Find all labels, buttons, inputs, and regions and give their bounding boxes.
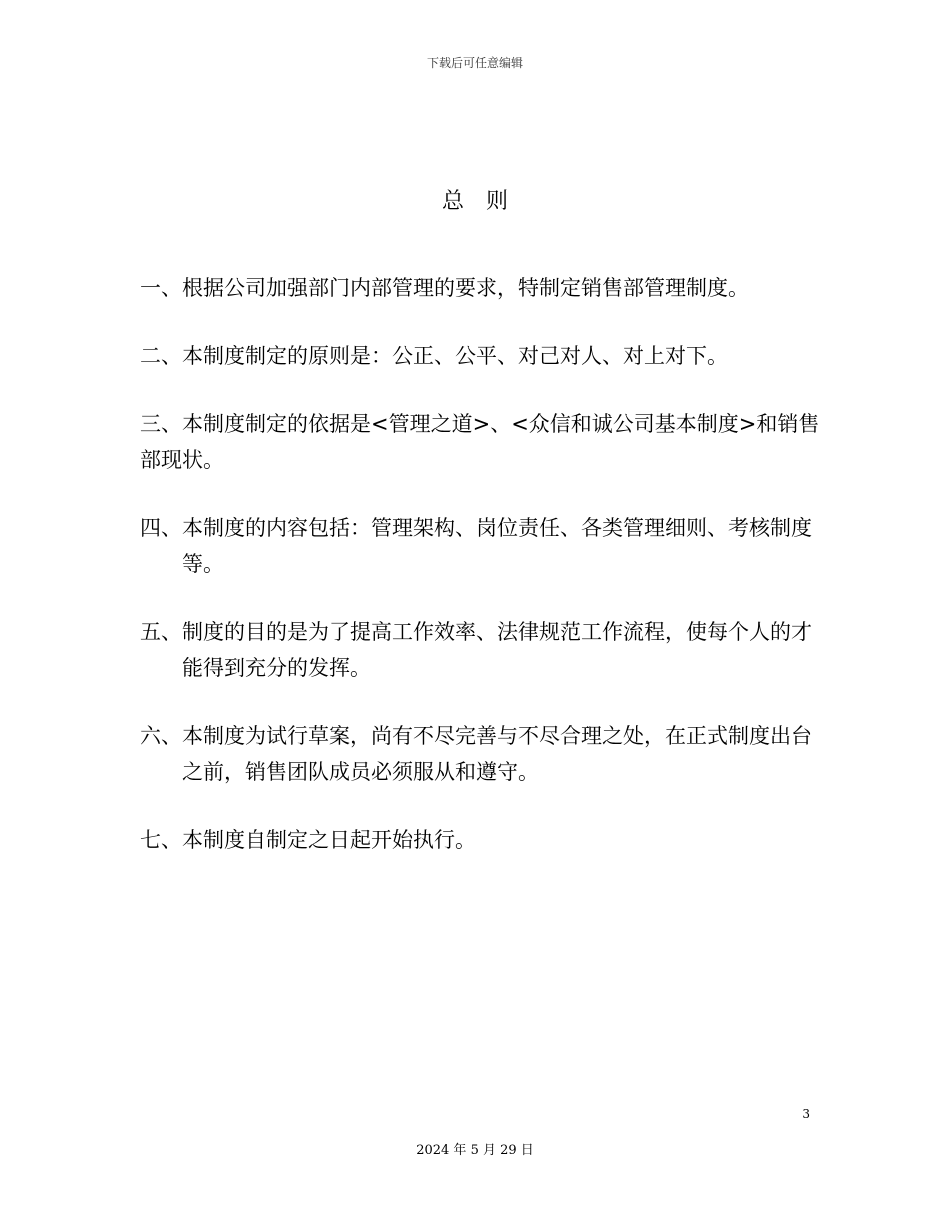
clause-6 (140, 718, 820, 790)
clause-text: 制度的目的是为了提高工作效率、法律规范工作流程，使每个人的才能得到充分的发挥。 (182, 620, 812, 680)
clause-number: 四、 (140, 516, 182, 540)
clause-7 (140, 822, 820, 858)
clause-text: 本制度自制定之日起开始执行。 (182, 828, 476, 852)
document-title: 总则 (441, 189, 530, 214)
clause-text: 本制度的内容包括：管理架构、岗位责任、各类管理细则、考核制度等。 (182, 516, 812, 576)
clause-3 (140, 406, 820, 478)
clause-text: 本制度制定的原则是：公正、公平、对己对人、对上对下。 (182, 344, 728, 368)
footer-date: 2024 年 5 月 29 日 (416, 1143, 534, 1158)
clause-2 (140, 338, 820, 374)
clause-4 (140, 510, 820, 582)
header-note: 下载后可任意编辑 (426, 56, 523, 70)
page-number: 3 (802, 1107, 810, 1121)
clause-number: 三、 (140, 412, 182, 436)
clause-list (140, 270, 820, 890)
clause-number: 五、 (140, 620, 182, 644)
clause-number: 一、 (140, 276, 182, 300)
clause-text: 根据公司加强部门内部管理的要求，特制定销售部管理制度。 (182, 276, 749, 300)
clause-number: 六、 (140, 724, 182, 748)
clause-text: 本制度为试行草案，尚有不尽完善与不尽合理之处，在正式制度出台之前，销售团队成员必须服从和遵守。 (182, 724, 812, 784)
clause-5 (140, 614, 820, 686)
clause-number: 二、 (140, 344, 182, 368)
clause-1 (140, 270, 820, 306)
clause-number: 七、 (140, 828, 182, 852)
clause-text: 本制度制定的依据是<管理之道>、<众信和诚公司基本制度>和销售部现状。 (140, 412, 820, 472)
